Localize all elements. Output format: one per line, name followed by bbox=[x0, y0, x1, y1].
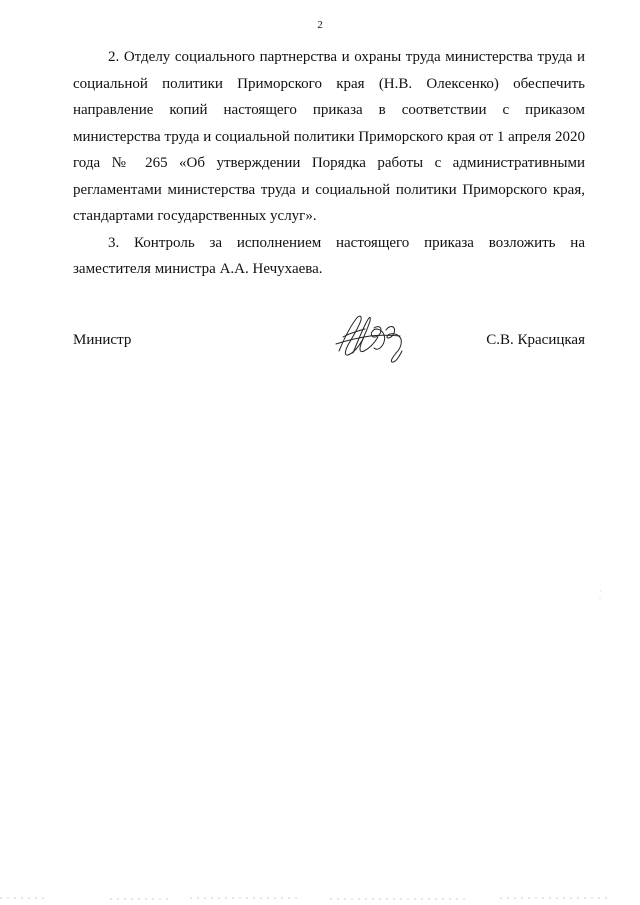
page-number: 2 bbox=[317, 19, 323, 31]
signatory-name: С.В. Красицкая bbox=[486, 332, 585, 348]
paragraph-3: 3. Контроль за исполнением настоящего приказа возложить на заместителя министра А.А. Нечухаева. bbox=[73, 234, 585, 277]
signature-block bbox=[73, 311, 585, 367]
document-body bbox=[73, 44, 585, 283]
paragraph-2: 2. Отделу социального партнерства и охраны труда министерства труда и социальной политики Приморского края (Н.В. Олексенко) обеспечить направление копий настоящего приказа в соответствии с приказом министерства труда и социальной политики Приморского края от 1 апреля 2020 года № 265 «Об утверждении Порядка работы с административными регламентами министерства труда и социальной политики Приморского края, стандартами государственных услуг». bbox=[73, 49, 585, 224]
handwritten-signature bbox=[330, 311, 416, 367]
signatory-title: Министр bbox=[73, 332, 132, 348]
